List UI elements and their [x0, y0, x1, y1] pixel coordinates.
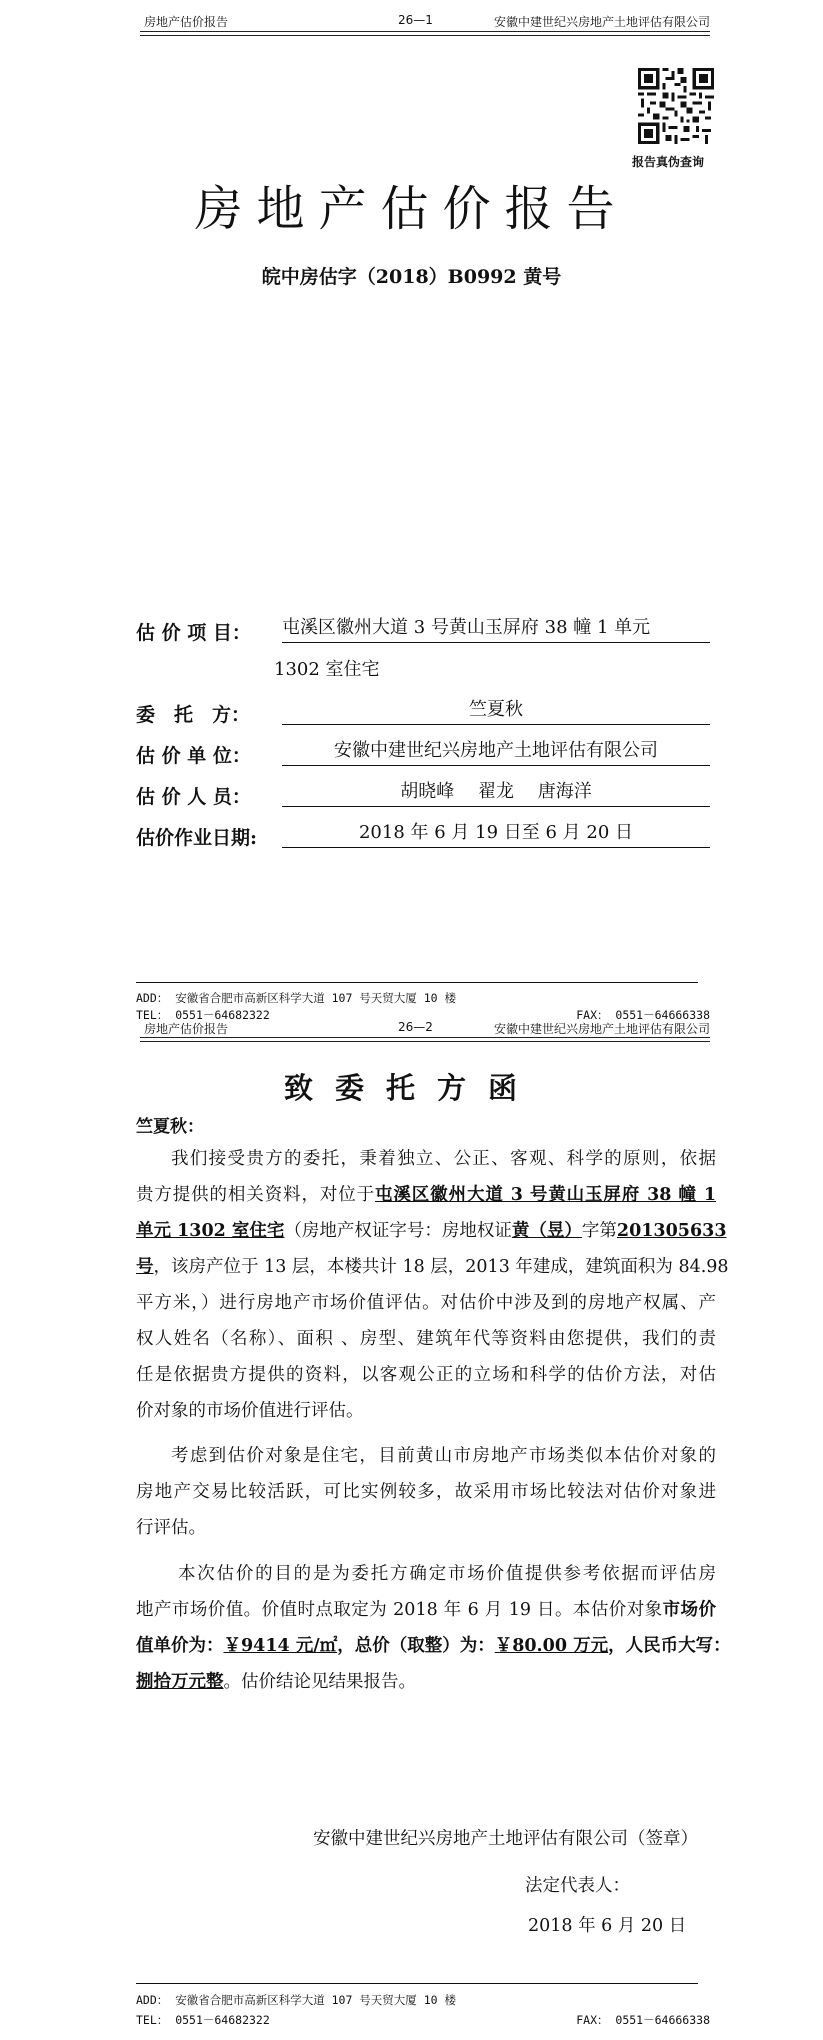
footer-fax: FAX： 0551－64666338 — [576, 1008, 710, 1022]
para-line: 平方米，）进行房地产市场价值评估。对估价中涉及到的房地产权属、产 — [136, 1293, 716, 1313]
para-line: 本次估价的目的是为委托方确定市场价值提供参考依据而评估房 — [178, 1564, 716, 1584]
paragraph-2 — [136, 1438, 716, 1546]
header-page-number: 26—2 — [398, 1020, 433, 1034]
report-title: 房地产估价报告 — [194, 181, 629, 237]
info-value-work-date: 2018 年 6 月 19 日至 6 月 20 日 — [282, 820, 710, 848]
info-value-appraisers: 胡晓峰 翟龙 唐海洋 — [282, 779, 710, 807]
header-right: 安徽中建世纪兴房地产土地评估有限公司 — [493, 1022, 710, 1036]
footer-tel: TEL： 0551－64682322 — [136, 1008, 270, 1022]
footer-fax: FAX： 0551－64666338 — [576, 2013, 710, 2027]
header-rule — [140, 1037, 710, 1042]
page2-running-header — [140, 1020, 710, 1036]
qr-code-icon[interactable] — [638, 68, 714, 144]
paragraph-1 — [136, 1141, 729, 1429]
para-line: 任是依据贵方提供的资料，以客观公正的立场和科学的估价方法，对估 — [136, 1365, 716, 1385]
para-line: 行评估。 — [136, 1518, 206, 1538]
certificate-number: 201305633 — [616, 1221, 727, 1241]
header-page-number: 26—1 — [398, 13, 433, 27]
salutation: 竺夏秋： — [136, 1117, 204, 1137]
signature-legal-rep: 法定代表人： — [525, 1876, 630, 1896]
letter-title: 致委托方函 — [283, 1071, 539, 1105]
info-label-project: 估 价 项 目： — [136, 622, 251, 644]
unit-price: ￥9414 元/㎡ — [223, 1636, 338, 1656]
para-line: 考虑到估价对象是住宅，目前黄山市房地产市场类似本估价对象的 — [171, 1446, 716, 1466]
doc-number: 皖中房估字（2018）B0992 黄号 — [261, 266, 562, 288]
page1-running-header — [140, 13, 710, 29]
para-line: 捌拾万元整。估价结论见结果报告。 — [136, 1672, 416, 1692]
para-line: 我们接受贵方的委托，秉着独立、公正、客观、科学的原则，依据 — [171, 1149, 716, 1169]
para-line: 权人姓名（名称）、面积 、房型、建筑年代等资料由您提供，我们的责 — [136, 1329, 716, 1349]
signature-company: 安徽中建世纪兴房地产土地评估有限公司（签章） — [313, 1829, 698, 1849]
info-value-client: 竺夏秋 — [282, 697, 710, 725]
footer-address: ADD： 安徽省合肥市高新区科学大道 107 号天贸大厦 10 楼 — [136, 1993, 457, 2007]
header-left: 房地产估价报告 — [144, 1022, 229, 1036]
para-line: 贵方提供的相关资料，对位于屯溪区徽州大道 3 号黄山玉屏府 38 幢 1 — [136, 1185, 717, 1205]
para-line: 地产市场价值。价值时点取定为 2018 年 6 月 19 日。本估价对象市场价 — [136, 1600, 716, 1620]
para-line: 号，该房产位于 13 层，本楼共计 18 层，2013 年建成，建筑面积为 84.98 — [136, 1257, 729, 1277]
qr-caption: 报告真伪查询 — [632, 155, 705, 169]
property-address: 屯溪区徽州大道 3 号黄山玉屏府 38 幢 1 — [375, 1185, 717, 1205]
info-label-work-date: 估价作业日期: — [136, 827, 258, 849]
footer-address: ADD： 安徽省合肥市高新区科学大道 107 号天贸大厦 10 楼 — [136, 991, 457, 1005]
signature-date: 2018 年 6 月 20 日 — [528, 1916, 687, 1936]
total-price: ￥80.00 万元 — [494, 1636, 609, 1656]
total-price-in-words: 捌拾万元整 — [136, 1672, 224, 1692]
info-label-appraiser-unit: 估 价 单 位： — [136, 745, 251, 767]
para-line: 房地产交易比较活跃，可比实例较多，故采用市场比较法对估价对象进 — [136, 1482, 716, 1502]
paragraph-3 — [136, 1556, 731, 1700]
header-right: 安徽中建世纪兴房地产土地评估有限公司 — [493, 15, 710, 29]
info-value-project-cont: 1302 室住宅 — [274, 659, 380, 680]
para-line: 单元 1302 室住宅（房地产权证字号：房地权证黄（昱）字第201305633 — [136, 1221, 727, 1241]
para-line: 值单价为：￥9414 元/㎡，总价（取整）为：￥80.00 万元，人民币大写： — [136, 1636, 731, 1656]
header-rule — [140, 31, 710, 36]
info-value-project: 屯溪区徽州大道 3 号黄山玉屏府 38 幢 1 单元 — [282, 615, 710, 643]
info-value-appraiser-unit: 安徽中建世纪兴房地产土地评估有限公司 — [282, 738, 710, 766]
para-line: 价对象的市场价值进行评估。 — [136, 1401, 364, 1421]
footer-rule — [136, 1983, 698, 1984]
info-label-client: 委 托 方： — [136, 704, 251, 726]
footer-tel: TEL： 0551－64682322 — [136, 2013, 270, 2027]
footer-rule — [136, 982, 698, 983]
header-left: 房地产估价报告 — [144, 15, 229, 29]
info-label-appraisers: 估 价 人 员： — [136, 786, 251, 808]
